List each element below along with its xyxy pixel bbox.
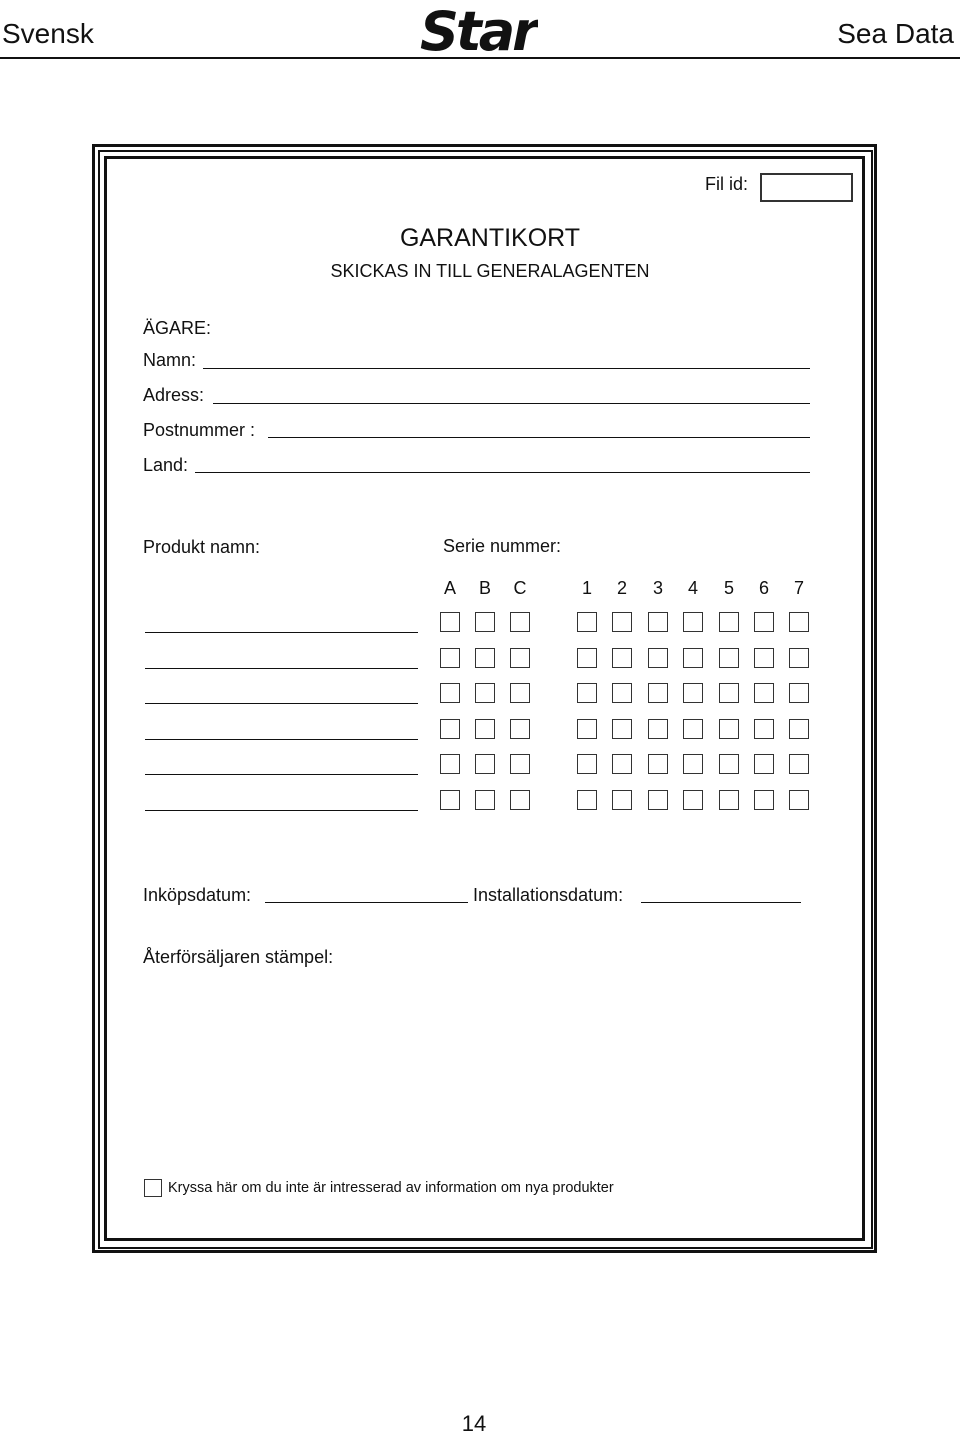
serial-checkbox[interactable] bbox=[719, 683, 739, 703]
serial-column-4: 4 bbox=[687, 578, 698, 598]
serial-checkbox[interactable] bbox=[612, 790, 632, 810]
serial-column-6: 6 bbox=[758, 578, 769, 598]
serial-checkbox[interactable] bbox=[510, 754, 530, 774]
serial-checkbox[interactable] bbox=[510, 612, 530, 632]
serial-checkbox[interactable] bbox=[475, 648, 495, 668]
installation-date-label: Installationsdatum: bbox=[473, 885, 624, 905]
product-name-field[interactable] bbox=[145, 739, 418, 740]
serial-column-5: 5 bbox=[723, 578, 734, 598]
dealer-stamp-area[interactable] bbox=[143, 980, 833, 1160]
star-logo bbox=[418, 0, 538, 56]
serial-checkbox[interactable] bbox=[440, 754, 460, 774]
serial-checkbox[interactable] bbox=[475, 754, 495, 774]
country-field[interactable] bbox=[195, 472, 810, 473]
page-number: 14 bbox=[461, 1411, 487, 1436]
serial-checkbox[interactable] bbox=[510, 683, 530, 703]
serial-checkbox[interactable] bbox=[719, 612, 739, 632]
serial-checkbox[interactable] bbox=[789, 754, 809, 774]
opt-out-text: Kryssa här om du inte är intresserad av information om nya produkter bbox=[168, 1180, 614, 1196]
serial-checkbox[interactable] bbox=[475, 612, 495, 632]
file-id-label: Fil id: bbox=[705, 174, 749, 194]
serial-checkbox[interactable] bbox=[719, 648, 739, 668]
country-label: Land: bbox=[143, 455, 189, 475]
serial-checkbox[interactable] bbox=[577, 648, 597, 668]
serial-checkbox[interactable] bbox=[577, 683, 597, 703]
serial-checkbox[interactable] bbox=[612, 648, 632, 668]
serial-checkbox[interactable] bbox=[612, 754, 632, 774]
product-name-label: Produkt namn: bbox=[143, 537, 261, 557]
postcode-label: Postnummer : bbox=[143, 420, 256, 440]
product-name-field[interactable] bbox=[145, 703, 418, 704]
product-name-field[interactable] bbox=[145, 810, 418, 811]
serial-checkbox[interactable] bbox=[754, 648, 774, 668]
serial-checkbox[interactable] bbox=[440, 719, 460, 739]
header-divider bbox=[0, 57, 960, 59]
serial-checkbox[interactable] bbox=[577, 612, 597, 632]
logo-text: Star bbox=[420, 0, 536, 56]
address-label: Adress: bbox=[143, 385, 205, 405]
serial-checkbox[interactable] bbox=[683, 754, 703, 774]
serial-checkbox[interactable] bbox=[789, 612, 809, 632]
address-field[interactable] bbox=[213, 403, 810, 404]
serial-column-1: 1 bbox=[581, 578, 592, 598]
postcode-field[interactable] bbox=[268, 437, 810, 438]
serial-checkbox[interactable] bbox=[577, 754, 597, 774]
serial-checkbox[interactable] bbox=[577, 719, 597, 739]
serial-checkbox[interactable] bbox=[789, 790, 809, 810]
serial-checkbox[interactable] bbox=[648, 754, 668, 774]
serial-checkbox[interactable] bbox=[719, 719, 739, 739]
serial-checkbox[interactable] bbox=[789, 683, 809, 703]
serial-checkbox[interactable] bbox=[577, 790, 597, 810]
serial-checkbox[interactable] bbox=[648, 683, 668, 703]
serial-column-3: 3 bbox=[652, 578, 663, 598]
name-field[interactable] bbox=[203, 368, 810, 369]
serial-checkbox[interactable] bbox=[648, 719, 668, 739]
serial-checkbox[interactable] bbox=[789, 648, 809, 668]
serial-checkbox[interactable] bbox=[510, 719, 530, 739]
serial-checkbox[interactable] bbox=[648, 612, 668, 632]
serial-column-2: 2 bbox=[616, 578, 627, 598]
product-name-field[interactable] bbox=[145, 668, 418, 669]
serial-column-7: 7 bbox=[793, 578, 804, 598]
serial-checkbox[interactable] bbox=[754, 719, 774, 739]
owner-heading: ÄGARE: bbox=[143, 318, 212, 338]
serial-checkbox[interactable] bbox=[683, 683, 703, 703]
product-line-label: Sea Data bbox=[837, 18, 954, 49]
serial-checkbox[interactable] bbox=[440, 683, 460, 703]
serial-checkbox[interactable] bbox=[754, 612, 774, 632]
serial-checkbox[interactable] bbox=[683, 612, 703, 632]
name-label: Namn: bbox=[143, 350, 197, 370]
installation-date-field[interactable] bbox=[641, 902, 801, 903]
serial-checkbox[interactable] bbox=[612, 683, 632, 703]
serial-checkbox[interactable] bbox=[754, 790, 774, 810]
serial-checkbox[interactable] bbox=[754, 754, 774, 774]
card-title: GARANTIKORT bbox=[399, 224, 581, 252]
product-name-field[interactable] bbox=[145, 632, 418, 633]
serial-checkbox[interactable] bbox=[612, 719, 632, 739]
purchase-date-label: Inköpsdatum: bbox=[143, 885, 252, 905]
serial-checkbox[interactable] bbox=[683, 719, 703, 739]
purchase-date-field[interactable] bbox=[265, 902, 468, 903]
serial-column-c: C bbox=[513, 578, 527, 598]
serial-checkbox[interactable] bbox=[683, 648, 703, 668]
serial-checkbox[interactable] bbox=[475, 790, 495, 810]
serial-checkbox[interactable] bbox=[648, 648, 668, 668]
serial-column-a: A bbox=[443, 578, 456, 598]
card-subtitle: SKICKAS IN TILL GENERALAGENTEN bbox=[330, 261, 650, 281]
serial-checkbox[interactable] bbox=[510, 790, 530, 810]
product-name-field[interactable] bbox=[145, 774, 418, 775]
serial-checkbox[interactable] bbox=[440, 648, 460, 668]
serial-checkbox[interactable] bbox=[683, 790, 703, 810]
language-label: Svensk bbox=[2, 18, 94, 49]
serial-checkbox[interactable] bbox=[648, 790, 668, 810]
serial-checkbox[interactable] bbox=[719, 790, 739, 810]
serial-number-label: Serie nummer: bbox=[443, 536, 562, 556]
serial-checkbox[interactable] bbox=[440, 612, 460, 632]
serial-checkbox[interactable] bbox=[475, 683, 495, 703]
serial-checkbox[interactable] bbox=[719, 754, 739, 774]
file-id-field[interactable] bbox=[760, 173, 853, 202]
serial-column-b: B bbox=[478, 578, 491, 598]
serial-checkbox[interactable] bbox=[789, 719, 809, 739]
opt-out-checkbox[interactable] bbox=[144, 1179, 162, 1197]
serial-checkbox[interactable] bbox=[510, 648, 530, 668]
serial-checkbox[interactable] bbox=[754, 683, 774, 703]
serial-checkbox[interactable] bbox=[612, 612, 632, 632]
serial-checkbox[interactable] bbox=[475, 719, 495, 739]
dealer-stamp-label: Återförsäljaren stämpel: bbox=[143, 947, 334, 967]
serial-checkbox[interactable] bbox=[440, 790, 460, 810]
